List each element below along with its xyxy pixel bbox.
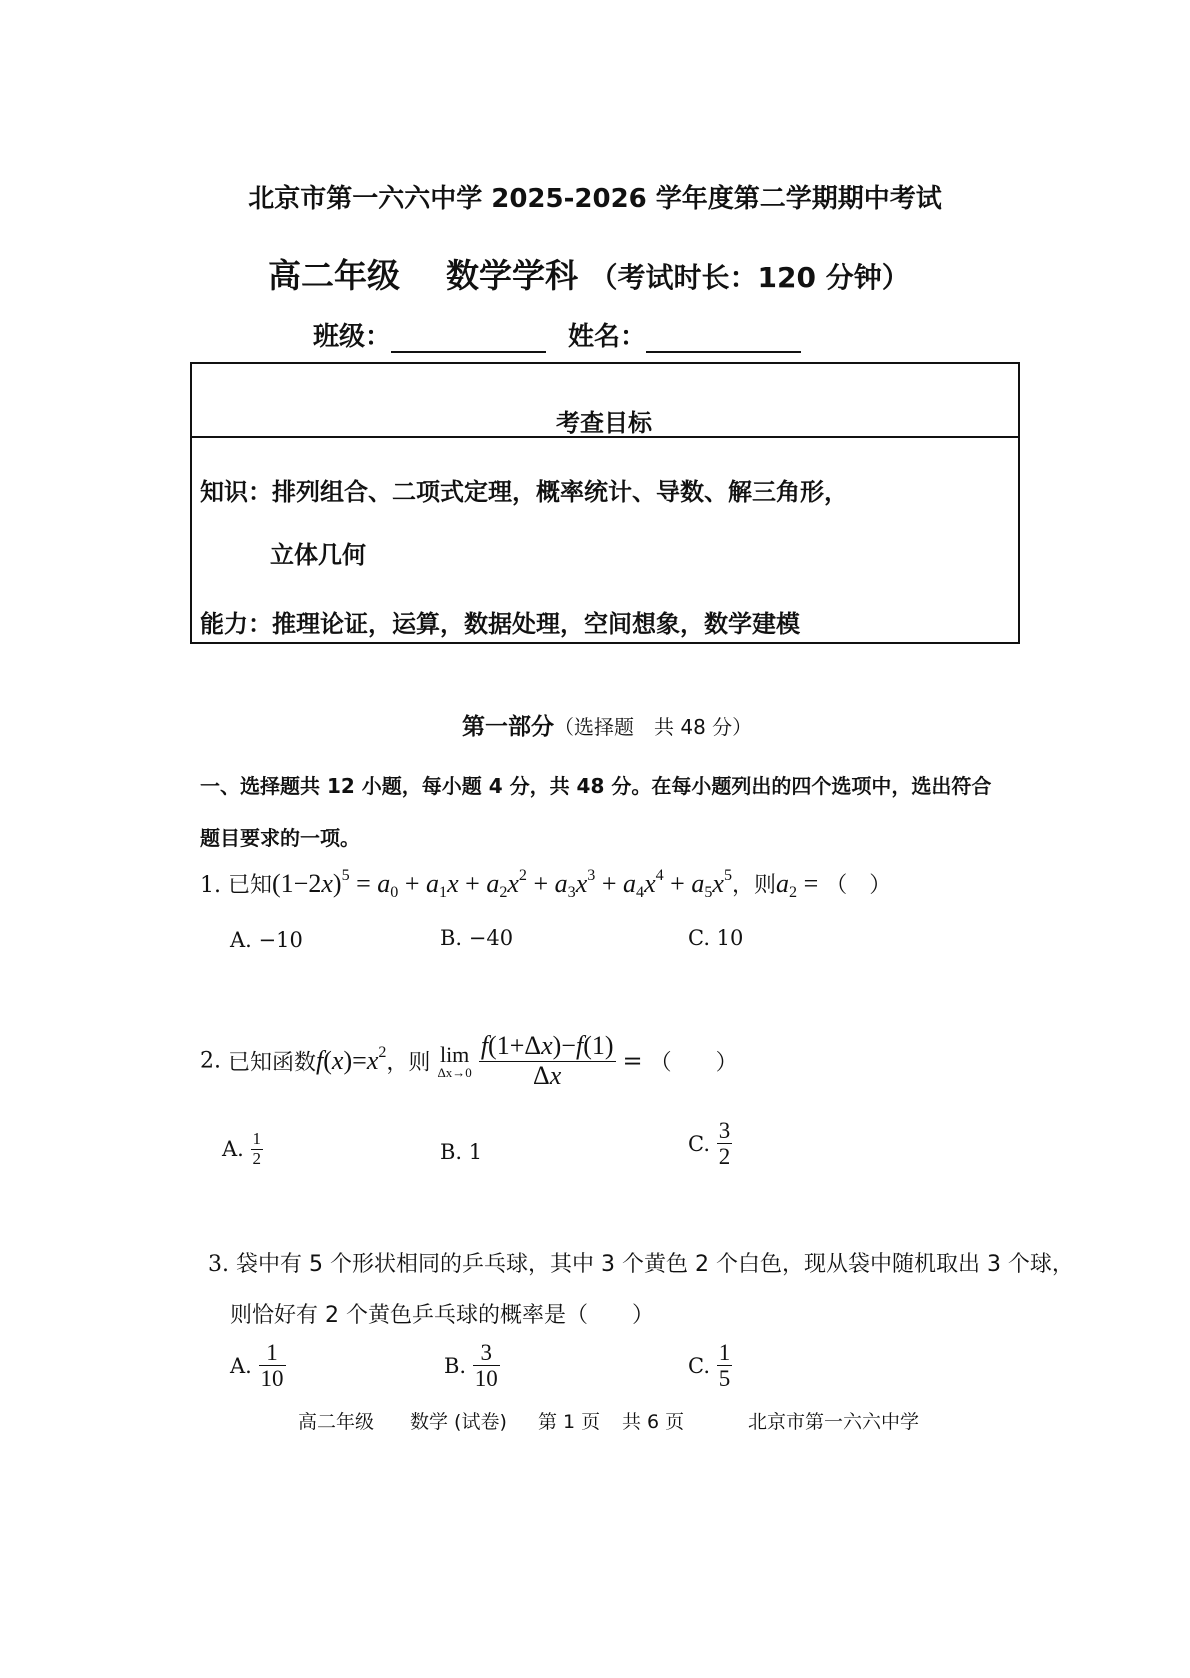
question-2-limit: [437, 1041, 472, 1080]
question-1-option-b[interactable]: B. −40: [440, 926, 514, 950]
question-3-number: 3.: [208, 1252, 229, 1277]
option-c-label: C.: [688, 1353, 710, 1378]
option-c-fraction: $\frac{3}{2}$: [718, 1118, 731, 1170]
grade-label: 高二年级: [268, 256, 400, 295]
section-heading: [462, 708, 752, 741]
question-2-prefix: 已知函数: [228, 1050, 317, 1076]
question-1-number: 1.: [200, 873, 221, 898]
question-2-difference-quotient: $\frac{f(1+\Delta x)-f(1)}{\Delta x}$: [480, 1031, 614, 1090]
option-c-label: C.: [688, 1131, 710, 1156]
question-1-formula: $(1-2x)^5 = a_0 + a_1x + a_2x^2 + a_3x^3 + a_4x^4 + a_5x^5$: [272, 866, 733, 901]
exam-subtitle: [268, 250, 910, 297]
question-3-line2: 则恰好有 2 个黄色乒乓球的概率是（ ）: [230, 1303, 654, 1328]
limit-label: lim: [439, 1041, 470, 1067]
question-3-stem: 袋中有 5 个形状相同的乒乓球，其中 3 个黄色 2 个白色，现从袋中随机取出 3 个球，: [236, 1252, 1074, 1277]
footer-grade: 高二年级: [298, 1411, 375, 1433]
section-note: （选择题 共 48 分）: [554, 715, 753, 739]
subject-label: 数学学科: [446, 256, 578, 295]
objectives-heading: 考查目标: [556, 409, 652, 437]
question-2-suffix: ，则: [386, 1050, 431, 1076]
option-b-fraction: $\frac{3}{10}$: [474, 1340, 498, 1392]
question-1-blank: （ ）: [825, 873, 892, 898]
option-a-label: A.: [230, 1353, 252, 1378]
question-2-function: $f(x)=x^2$: [316, 1044, 387, 1076]
ability-text: 推理论证，运算，数据处理，空间想象，数学建模: [272, 610, 800, 638]
question-3-option-a[interactable]: [230, 1340, 286, 1392]
question-2-option-a[interactable]: [222, 1130, 263, 1168]
question-2-option-b[interactable]: B. 1: [440, 1140, 483, 1164]
footer-page: 第 1 页: [538, 1411, 601, 1433]
class-label: 班级：: [313, 322, 392, 352]
question-1-prefix: 已知: [228, 873, 273, 898]
footer-school: 北京市第一六六中学: [748, 1411, 920, 1433]
question-3-line1: [208, 1247, 1074, 1278]
question-2-blank: （ ）: [649, 1050, 738, 1076]
name-label: 姓名：: [568, 322, 647, 352]
class-blank[interactable]: [391, 325, 546, 353]
question-1: [200, 868, 891, 899]
knowledge-row-continued: 立体几何: [270, 541, 366, 569]
section-instruction-line1: 一、选择题共 12 小题，每小题 4 分，共 48 分。在每小题列出的四个选项中，选出符合: [200, 774, 992, 798]
question-1-target: $a_2$ =: [776, 869, 819, 901]
name-blank[interactable]: [646, 325, 801, 353]
question-2: [200, 1032, 738, 1090]
knowledge-row: [200, 472, 848, 507]
footer-subject: 数学 (试卷): [410, 1411, 507, 1433]
section-title: 第一部分: [462, 714, 554, 740]
question-1-option-c[interactable]: C. 10: [688, 926, 744, 950]
option-a-label: A.: [222, 1137, 244, 1162]
question-3-option-c[interactable]: [688, 1340, 732, 1392]
footer-total: 共 6 页: [622, 1411, 685, 1433]
student-info-row: [313, 316, 823, 353]
question-3-option-b[interactable]: [444, 1340, 500, 1392]
question-1-suffix: ，则: [732, 873, 777, 898]
option-b-label: B.: [444, 1353, 467, 1378]
duration-label: （考试时长：120 分钟）: [589, 261, 910, 294]
ability-label: 能力：: [200, 610, 272, 638]
knowledge-text: 排列组合、二项式定理，概率统计、导数、解三角形，: [272, 478, 848, 506]
option-a-fraction: $\frac{1}{2}$: [252, 1129, 262, 1168]
option-a-fraction: $\frac{1}{10}$: [260, 1340, 284, 1392]
knowledge-label: 知识：: [200, 478, 272, 506]
question-1-option-a[interactable]: A. −10: [230, 928, 303, 952]
question-2-equals: =: [622, 1047, 643, 1076]
ability-row: [200, 604, 800, 639]
question-2-number: 2.: [200, 1048, 221, 1074]
exam-title: 北京市第一六六中学 2025-2026 学年度第二学期期中考试: [248, 184, 942, 214]
option-c-fraction: $\frac{1}{5}$: [718, 1340, 731, 1392]
limit-subscript: Δx→0: [437, 1064, 472, 1080]
section-instruction-line2: 题目要求的一项。: [200, 826, 360, 850]
question-2-option-c[interactable]: [688, 1118, 732, 1170]
